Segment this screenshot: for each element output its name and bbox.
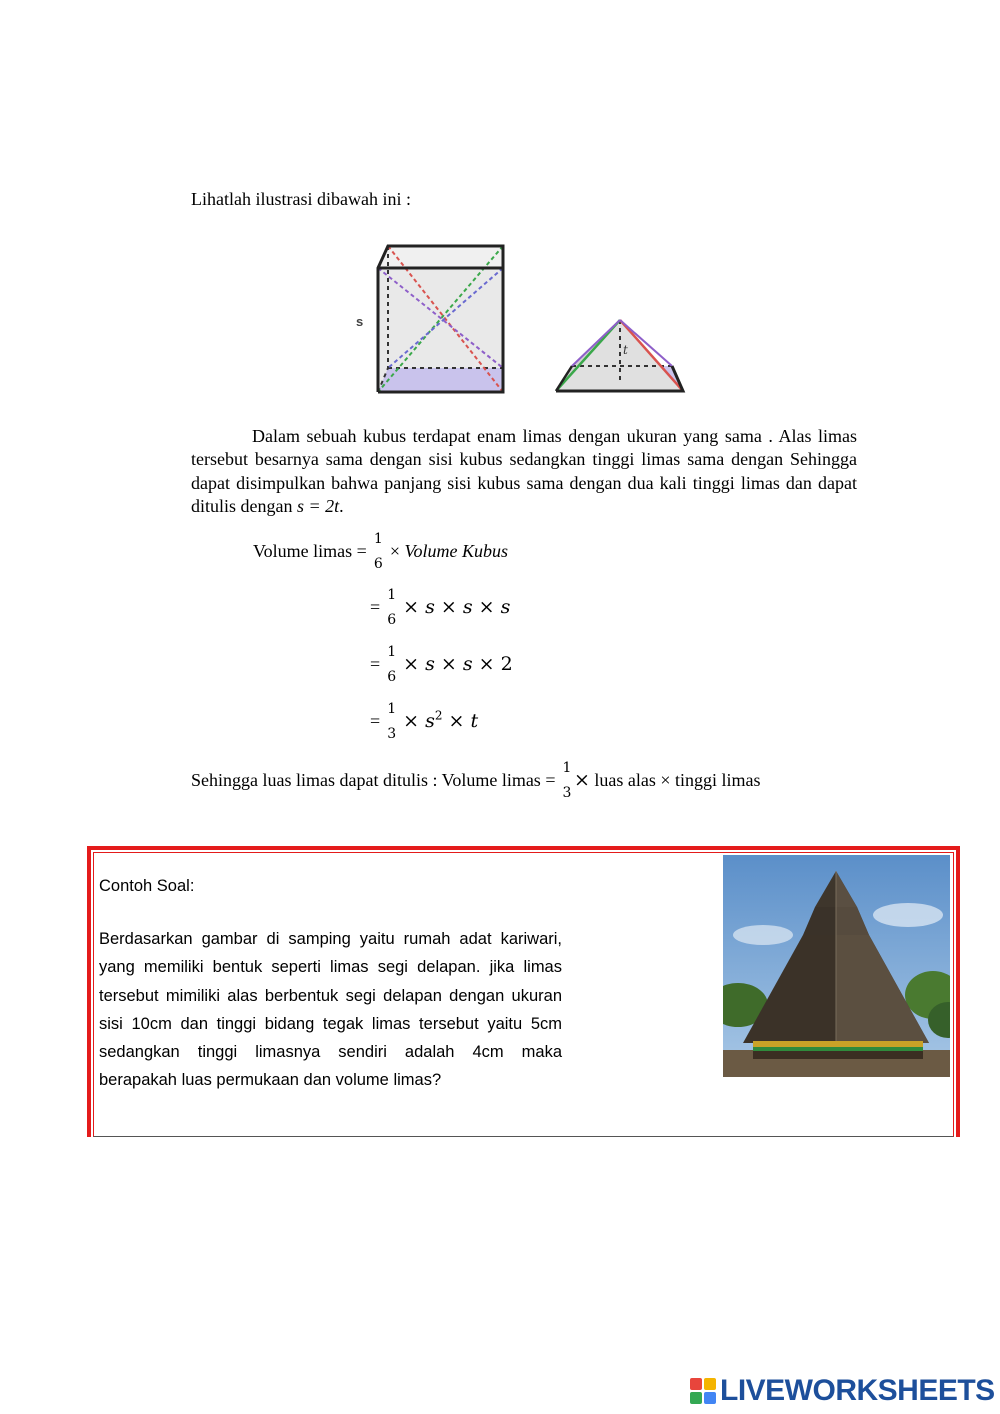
pyramid-figure: [556, 320, 683, 391]
denominator: 3: [562, 785, 572, 801]
derivation-line-4: [370, 703, 478, 743]
intro-text: Lihatlah ilustrasi dibawah ini :: [191, 189, 411, 209]
exponent: 2: [434, 708, 443, 723]
equals-sign: =: [370, 597, 381, 618]
line4-part-a: × 𝑠: [403, 710, 435, 733]
line3-expression: × 𝑠 × 𝑠 × 2: [403, 653, 513, 676]
pyramid-height-label: t: [623, 343, 628, 357]
numerator: 1: [373, 531, 383, 547]
fraction: [385, 703, 399, 743]
times-sign: ×: [389, 541, 400, 562]
equals-sign: =: [370, 654, 381, 675]
line1-suffix: Volume Kubus: [404, 541, 508, 562]
times-sign: ×: [573, 769, 590, 792]
fraction: [385, 589, 399, 629]
line2-expression: × 𝑠 × 𝑠 × 𝑠: [403, 596, 511, 619]
derivation-line-2: [370, 589, 510, 629]
equals-sign: =: [370, 711, 381, 732]
paragraph-text: Dalam sebuah kubus terdapat enam limas dengan ukuran yang sama . Alas limas tersebut besarnya sama dengan sisi kubus sedangkan tinggi limas sama dengan Sehingga dapat disimpulkan bahwa panjang sisi kubus sama dengan dua kali tinggi limas dan dapat ditulis dengan: [191, 426, 857, 516]
denominator: 3: [387, 726, 397, 742]
kariwari-house-photo: [723, 855, 950, 1077]
derivation-line-3: [370, 646, 513, 686]
numerator: 1: [387, 644, 397, 660]
line1-prefix: Volume limas =: [253, 541, 367, 562]
derivation-line-1: [253, 533, 508, 573]
cube-side-label: s: [356, 314, 364, 329]
explanation-paragraph: [191, 425, 857, 518]
denominator: 6: [387, 669, 397, 685]
numerator: 1: [387, 587, 397, 603]
numerator: 1: [387, 701, 397, 717]
paragraph-formula: s = 2t: [297, 495, 340, 516]
line4-expression: [403, 710, 478, 732]
fraction: [371, 533, 385, 573]
cube-pyramid-illustration: [350, 236, 700, 402]
fraction: [560, 762, 574, 802]
logo-mark-icon: [690, 1378, 716, 1404]
denominator: 6: [373, 556, 383, 572]
conclusion-suffix: luas alas × tinggi limas: [594, 770, 761, 791]
fraction: [385, 646, 399, 686]
liveworksheets-logo: [690, 1374, 995, 1408]
example-question: Berdasarkan gambar di samping yaitu rumah adat kariwari, yang memiliki bentuk seperti limas segi delapan. jika limas tersebut mimiliki alas berbentuk segi delapan dengan ukuran sisi 10cm dan tinggi bidang tegak limas tersebut yaitu 5cm sedangkan tinggi limasnya sendiri adalah 4cm maka berapakah luas permukaan dan volume limas?: [99, 930, 562, 1090]
numerator: 1: [562, 760, 572, 776]
paragraph-end: .: [339, 495, 344, 516]
denominator: 6: [387, 612, 397, 628]
line4-part-b: × 𝑡: [442, 710, 479, 733]
logo-text: LIVEWORKSHEETS: [720, 1374, 995, 1407]
cube-figure: [378, 246, 503, 392]
conclusion-prefix: Sehingga luas limas dapat ditulis : Volume limas =: [191, 770, 556, 791]
conclusion-line: [191, 762, 761, 802]
example-title: Contoh Soal:: [99, 877, 195, 895]
